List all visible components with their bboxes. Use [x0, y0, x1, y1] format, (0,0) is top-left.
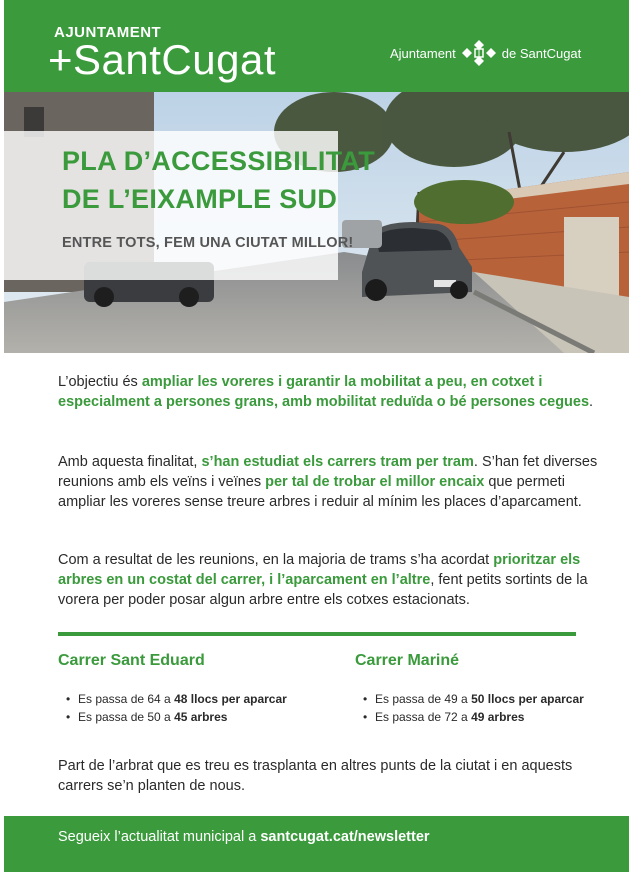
objective-paragraph [58, 372, 598, 412]
poster-page [4, 0, 629, 878]
method-paragraph [58, 452, 598, 512]
newsletter-link[interactable]: santcugat.cat/newsletter [260, 829, 430, 845]
p1-text-c: . [589, 394, 594, 410]
stat-text: Es passa de 50 a [78, 710, 175, 724]
p1-text-a: L’objectiu és [58, 374, 142, 390]
section-divider [58, 632, 576, 636]
logo-left-text: Ajuntament [390, 45, 456, 61]
p2-highlight-1: s’han estudiat els carrers tram per tram [201, 454, 474, 470]
brand-main-logotype: +SantCugat [48, 36, 277, 83]
transplant-paragraph: Part de l’arbrat que es treu es trasplanta en altres punts de la ciutat i en aquests carrers se’n planten de nous. [58, 758, 573, 794]
p2-highlight-2: per tal de trobar el millor encaix [265, 474, 485, 490]
p2-text-c: . S’han fet diverses reunions amb els veïns i veïnes [58, 454, 598, 490]
logo-right-text: de SantCugat [501, 45, 582, 61]
plan-subtitle: ENTRE TOTS, FEM UNA CIUTAT MILLOR! [62, 235, 354, 251]
p1-highlight: ampliar les voreres i garantir la mobilitat a peu, en cotxet i especialment a persones grans, amb mobilitat reduïda o bé persones cegues [58, 374, 590, 410]
list-item [361, 708, 584, 726]
p3-highlight-1: prioritzar els arbres en un costat del carrer [58, 552, 581, 588]
p3-highlight-2: i l’aparcament en l’altre [269, 572, 431, 588]
street-stats-sant-eduard [64, 690, 287, 726]
stat-value: 49 arbres [471, 710, 525, 724]
ajuntament-logo [390, 38, 581, 68]
p3-text-e: , fent petits sortints de la vorera per poder posar algun arbre entre els cotxes estacionats. [58, 572, 588, 608]
plan-title-line2: DE L’EIXAMPLE SUD [62, 184, 338, 214]
stat-text: Es passa de 72 a [375, 710, 472, 724]
p2-text-a: Amb aquesta finalitat, [58, 454, 202, 470]
coat-of-arms-icon [462, 38, 496, 68]
list-item [64, 690, 287, 708]
stat-value: 45 arbres [174, 710, 228, 724]
footer-label: Segueix l’actualitat municipal a [58, 829, 261, 845]
p3-highlight-comma: , [261, 572, 270, 588]
footer-banner [4, 816, 629, 872]
stat-value: 48 llocs per aparcar [174, 692, 287, 706]
list-item [64, 708, 287, 726]
footer-text [58, 829, 430, 845]
result-paragraph [58, 550, 598, 610]
p3-text-a: Com a resultat de les reunions, en la majoria de trams s’ha acordat [58, 552, 494, 568]
p2-text-e: que permeti ampliar les voreres sense treure arbres i reduir al mínim les places d’aparcament. [58, 474, 582, 510]
list-item [361, 690, 584, 708]
stat-text: Es passa de 64 a [78, 692, 175, 706]
street-heading-sant-eduard: Carrer Sant Eduard [58, 652, 205, 669]
stat-text: Es passa de 49 a [375, 692, 472, 706]
brand-top-label: AJUNTAMENT [54, 24, 162, 41]
stat-value: 50 llocs per aparcar [471, 692, 584, 706]
street-stats-marine [361, 690, 584, 726]
header-banner [4, 0, 629, 92]
plan-title-line1: PLA D’ACCESSIBILITAT [62, 146, 375, 176]
street-heading-marine: Carrer Mariné [355, 652, 460, 669]
